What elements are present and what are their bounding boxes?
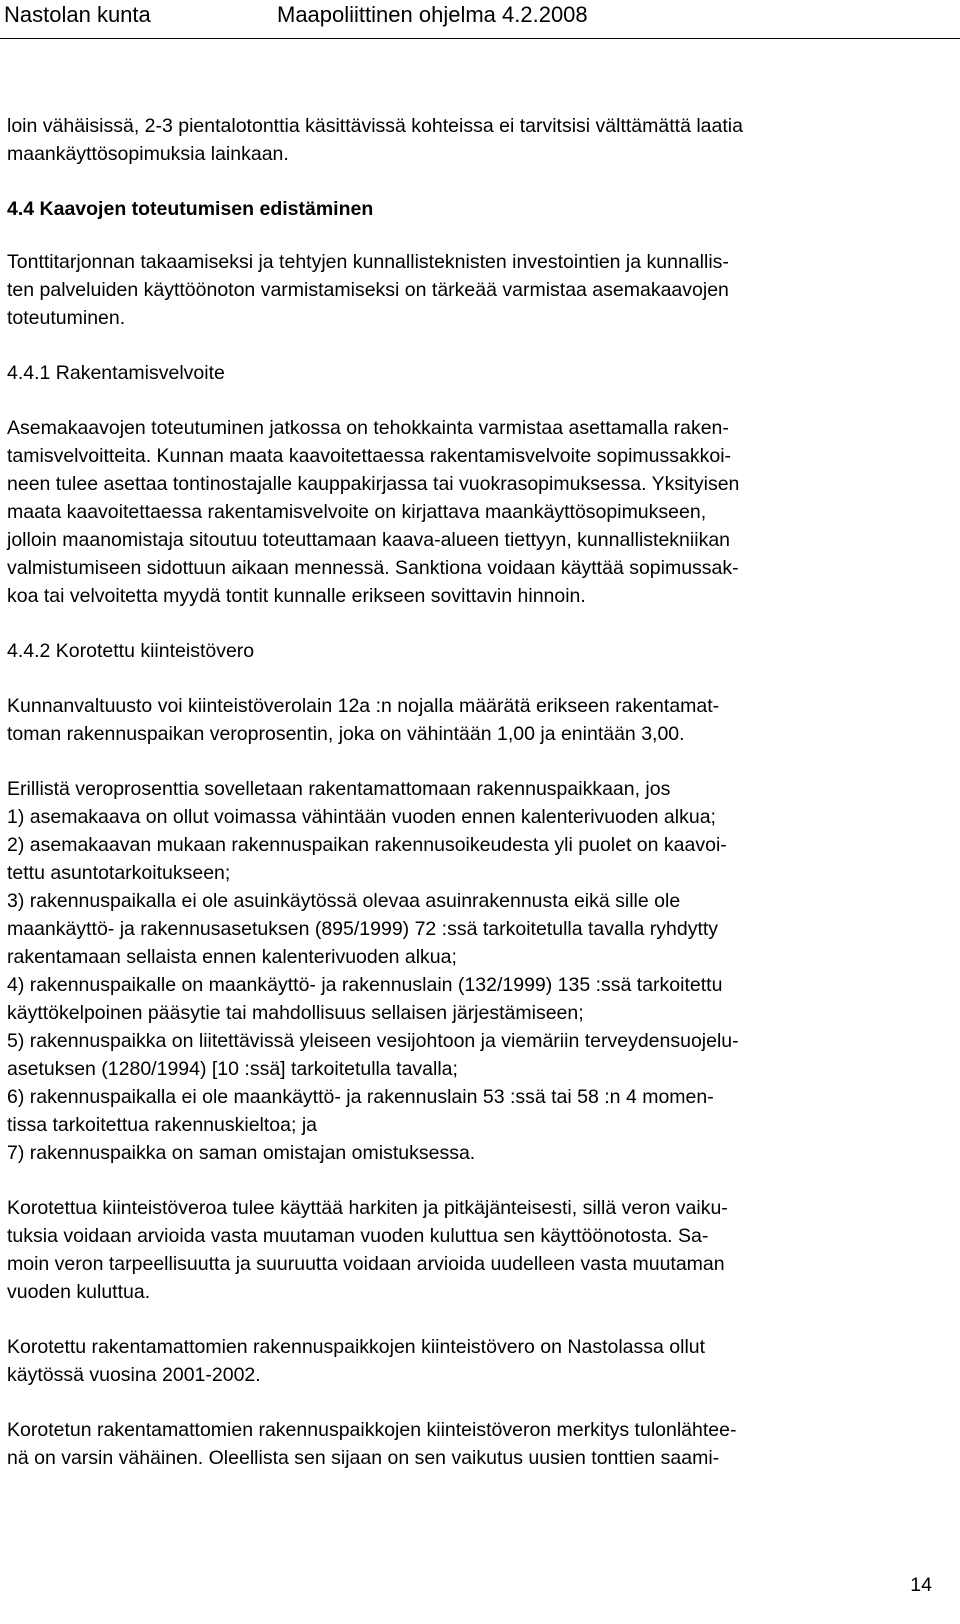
- text-line: tettu asuntotarkoitukseen;: [7, 862, 231, 884]
- text-line: toteutuminen.: [7, 307, 126, 329]
- text-line: tissa tarkoitettua rakennuskieltoa; ja: [7, 1114, 318, 1136]
- text-line: Kunnanvaltuusto voi kiinteistöverolain 12a :n nojalla määrätä erikseen rakentamat-: [7, 695, 720, 717]
- section-heading: 4.4 Kaavojen toteutumisen edistäminen: [7, 198, 374, 220]
- text-line: Korotetun rakentamattomien rakennuspaikkojen kiinteistöveron merkitys tulonlähteе-: [7, 1419, 737, 1441]
- text-line: käytössä vuosina 2001-2002.: [7, 1364, 261, 1386]
- list-item: 1) asemakaava on ollut voimassa vähintään vuoden ennen kalenterivuoden alkua;: [7, 806, 716, 828]
- text-line: koa tai velvoitetta myydä tontit kunnalle erikseen sovittavin hinnoin.: [7, 585, 586, 607]
- header-municipality: Nastolan kunta: [4, 2, 151, 27]
- text-line: loin vähäisissä, 2-3 pientalotonttia käsittävissä kohteissa ei tarvitsisi välttämättä laatia: [7, 115, 743, 137]
- text-line: jolloin maanomistaja sitoutuu toteuttamaan kaava-alueen tiettyyn, kunnallistekniikan: [7, 529, 731, 551]
- page-header: [0, 0, 960, 46]
- list-item: 2) asemakaavan mukaan rakennuspaikan rakennusoikeudesta yli puolet on kaavoi-: [7, 834, 727, 856]
- document-body: [7, 112, 937, 1472]
- list-item: 5) rakennuspaikka on liitettävissä yleiseen vesijohtoon ja viemäriin terveydensuojelu-: [7, 1030, 739, 1052]
- text-line: Korotettu rakentamattomien rakennuspaikkojen kiinteistövero on Nastolassa ollut: [7, 1336, 706, 1358]
- subsection-heading: 4.4.1 Rakentamisvelvoite: [7, 362, 225, 384]
- text-line: Korotettua kiinteistöveroa tulee käyttää harkiten ja pitkäjänteisesti, sillä veron vaiku-: [7, 1197, 728, 1219]
- text-line: moin veron tarpeellisuutta ja suuruutta voidaan arvioida uudelleen vasta muutaman: [7, 1253, 725, 1275]
- header-rule: [0, 38, 960, 39]
- text-line: ten palveluiden käyttöönoton varmistamiseksi on tärkeää varmistaa asemakaavojen: [7, 279, 729, 301]
- text-line: valmistumiseen sidottuun aikaan mennessä. Sanktiona voidaan käyttää sopimussak-: [7, 557, 739, 579]
- text-line: käyttökelpoinen pääsytie tai mahdollisuus sellaisen järjestämiseen;: [7, 1002, 584, 1024]
- list-item: 4) rakennuspaikalle on maankäyttö- ja rakennuslain (132/1999) 135 :ssä tarkoitettu: [7, 974, 723, 996]
- text-line: maankäyttösopimuksia lainkaan.: [7, 143, 289, 165]
- subsection-heading: 4.4.2 Korotettu kiinteistövero: [7, 640, 255, 662]
- text-line: maata kaavoitettaessa rakentamisvelvoite on kirjattava maankäyttösopimukseen,: [7, 501, 707, 523]
- text-line: tamisvelvoitteita. Kunnan maata kaavoitettaessa rakentamisvelvoite sopimussakkoi-: [7, 445, 732, 467]
- page-number: 14: [910, 1574, 932, 1596]
- list-item: 3) rakennuspaikalla ei ole asuinkäytössä olevaa asuinrakennusta eikä sille ole: [7, 890, 681, 912]
- text-line: nä on varsin vähäinen. Oleellista sen sijaan on sen vaikutus uusien tonttien saami-: [7, 1447, 720, 1469]
- text-line: neen tulee asettaa tontinostajalle kauppakirjassa tai vuokrasopimuksessa. Yksityisen: [7, 473, 740, 495]
- list-item: 6) rakennuspaikalla ei ole maankäyttö- ja rakennuslain 53 :ssä tai 58 :n 4 momen-: [7, 1086, 714, 1108]
- text-line: Asemakaavojen toteutuminen jatkossa on tehokkainta varmistaa asettamalla raken-: [7, 417, 729, 439]
- text-line: vuoden kuluttua.: [7, 1281, 151, 1303]
- text-line: toman rakennuspaikan veroprosentin, joka on vähintään 1,00 ja enintään 3,00.: [7, 723, 685, 745]
- text-line: rakentamaan sellaista ennen kalenterivuoden alkua;: [7, 946, 457, 968]
- header-document-title: Maapoliittinen ohjelma 4.2.2008: [277, 2, 588, 27]
- text-line: Erillistä veroprosenttia sovelletaan rakentamattomaan rakennuspaikkaan, jos: [7, 778, 671, 800]
- text-line: asetuksen (1280/1994) [10 :ssä] tarkoitetulla tavalla;: [7, 1058, 458, 1080]
- text-line: Tonttitarjonnan takaamiseksi ja tehtyjen kunnallisteknisten investointien ja kunnallis-: [7, 251, 729, 273]
- text-line: tuksia voidaan arvioida vasta muutaman vuoden kuluttua sen käyttöönotosta. Sa-: [7, 1225, 709, 1247]
- list-item: 7) rakennuspaikka on saman omistajan omistuksessa.: [7, 1142, 476, 1164]
- text-line: maankäyttö- ja rakennusasetuksen (895/1999) 72 :ssä tarkoitetulla tavalla ryhdytty: [7, 918, 719, 940]
